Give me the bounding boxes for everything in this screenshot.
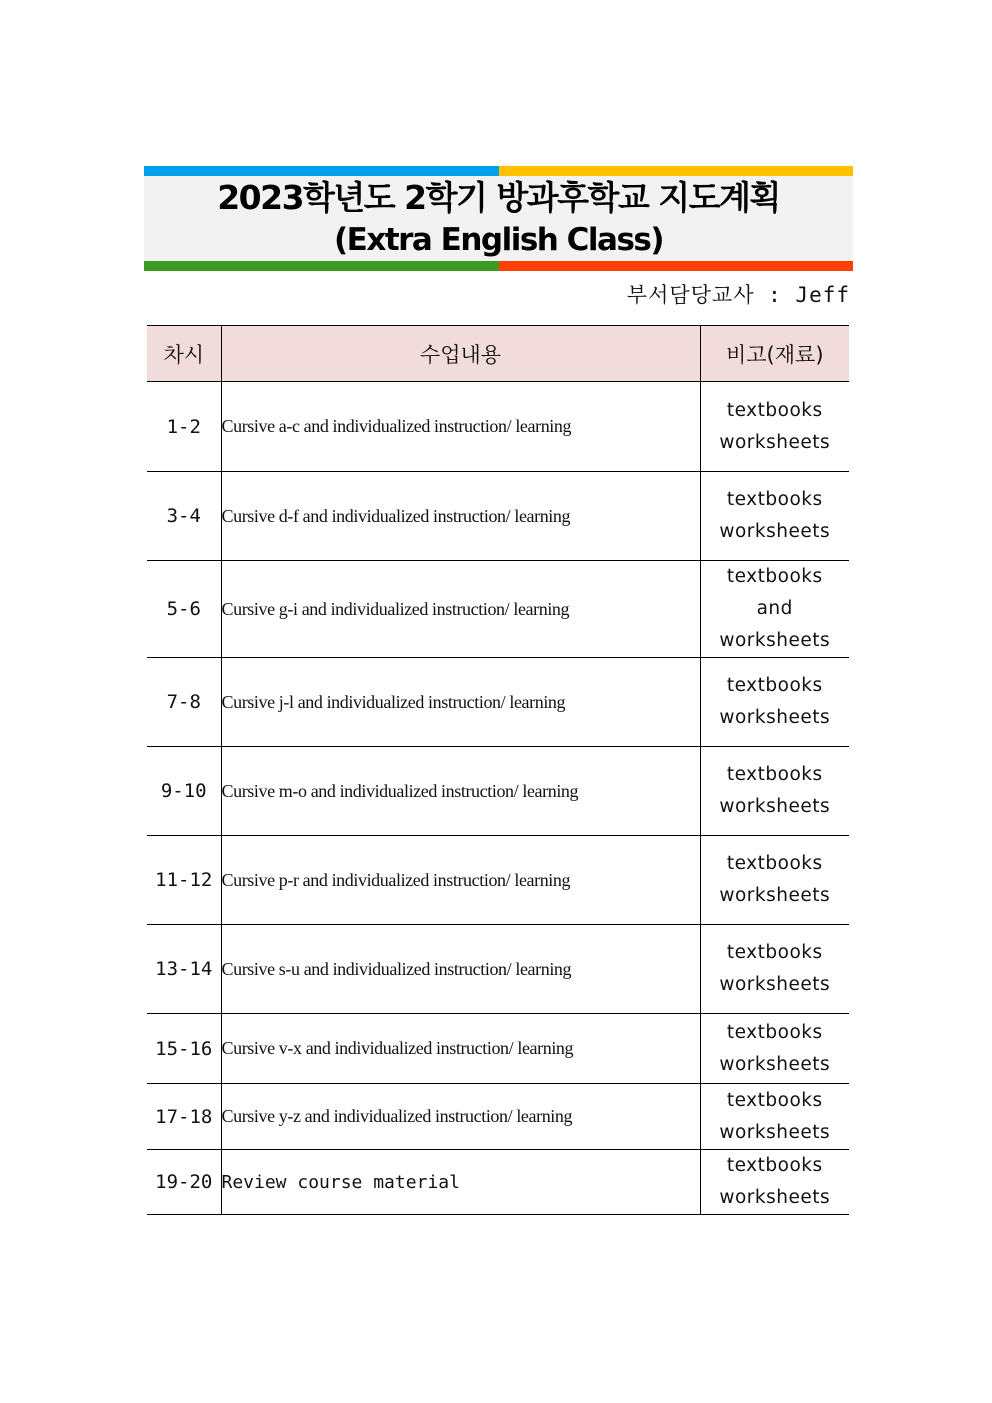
- document-title: 2023학년도 2학기 방과후학교 지도계획: [217, 178, 780, 217]
- material-item: worksheets: [719, 885, 831, 906]
- table-row: [147, 561, 849, 658]
- table-row: [147, 658, 849, 747]
- materials-cell: [700, 836, 849, 925]
- material-item: textbooks: [726, 675, 823, 696]
- material-item: textbooks: [726, 1089, 823, 1111]
- header-content: 수업내용: [221, 326, 700, 382]
- session-cell: 7-8: [147, 658, 221, 747]
- materials-cell: [700, 561, 849, 658]
- material-item: textbooks: [726, 853, 823, 874]
- session-cell: 1-2: [147, 382, 221, 472]
- session-cell: 5-6: [147, 561, 221, 658]
- material-item: textbooks: [726, 1021, 823, 1043]
- materials-cell: [700, 1084, 849, 1150]
- material-item: textbooks: [726, 566, 823, 587]
- content-cell: Cursive g-i and individualized instruction/ learning: [221, 561, 700, 658]
- material-item: and: [756, 598, 793, 619]
- table-row: [147, 925, 849, 1014]
- content-cell: Cursive m-o and individualized instruction/ learning: [221, 747, 700, 836]
- session-cell: 17-18: [147, 1084, 221, 1150]
- title-banner: [144, 166, 853, 271]
- content-cell: Cursive s-u and individualized instruction/ learning: [221, 925, 700, 1014]
- material-item: textbooks: [726, 764, 823, 785]
- banner-bar-bottom-left: [144, 261, 499, 271]
- content-cell: Cursive a-c and individualized instruction/ learning: [221, 382, 700, 472]
- material-item: worksheets: [719, 707, 831, 728]
- table-row: [147, 1150, 849, 1215]
- session-cell: 11-12: [147, 836, 221, 925]
- material-item: textbooks: [726, 489, 823, 510]
- materials-cell: [700, 1014, 849, 1084]
- table-row: [147, 747, 849, 836]
- materials-cell: [700, 658, 849, 747]
- materials-cell: [700, 747, 849, 836]
- header-session: 차시: [147, 326, 221, 382]
- content-cell: Cursive j-l and individualized instruction/ learning: [221, 658, 700, 747]
- material-item: worksheets: [719, 1121, 831, 1143]
- material-item: textbooks: [726, 942, 823, 963]
- teacher-in-charge: 부서담당교사 : Jeff: [626, 283, 850, 307]
- material-item: worksheets: [719, 796, 831, 817]
- material-item: textbooks: [726, 399, 823, 421]
- banner-bar-top-right: [499, 166, 853, 176]
- session-cell: 15-16: [147, 1014, 221, 1084]
- material-item: worksheets: [719, 974, 831, 995]
- content-cell: Cursive p-r and individualized instruction/ learning: [221, 836, 700, 925]
- material-item: textbooks: [726, 1155, 823, 1176]
- materials-cell: [700, 1150, 849, 1215]
- session-cell: 3-4: [147, 472, 221, 561]
- content-cell: Cursive d-f and individualized instruction/ learning: [221, 472, 700, 561]
- materials-cell: [700, 472, 849, 561]
- materials-cell: [700, 382, 849, 472]
- session-cell: 13-14: [147, 925, 221, 1014]
- document-subtitle: (Extra English Class): [333, 222, 664, 258]
- material-item: worksheets: [719, 1053, 831, 1075]
- header-materials: 비고(재료): [700, 326, 849, 382]
- content-cell: Cursive y-z and individualized instruction/ learning: [221, 1084, 700, 1150]
- table-row: [147, 836, 849, 925]
- session-cell: 19-20: [147, 1150, 221, 1215]
- material-item: worksheets: [719, 630, 831, 651]
- content-cell: Cursive v-x and individualized instruction/ learning: [221, 1014, 700, 1084]
- materials-cell: [700, 925, 849, 1014]
- material-item: worksheets: [719, 521, 831, 542]
- table-header-row: [147, 326, 849, 382]
- session-cell: 9-10: [147, 747, 221, 836]
- banner-bar-bottom-right: [499, 261, 853, 271]
- table-row: [147, 1084, 849, 1150]
- content-cell: Review course material: [221, 1150, 700, 1215]
- banner-bar-top-left: [144, 166, 499, 176]
- material-item: worksheets: [719, 1187, 831, 1208]
- lesson-plan-table: [147, 325, 849, 1215]
- table-row: [147, 472, 849, 561]
- table-row: [147, 1014, 849, 1084]
- table-row: [147, 382, 849, 472]
- material-item: worksheets: [719, 431, 831, 453]
